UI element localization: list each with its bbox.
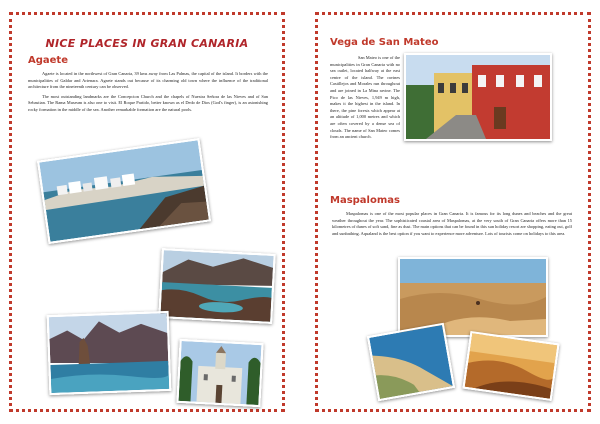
agaete-paragraph-1: Agaete is located in the northwest of Gran Canaria, 39 kms away from Las Palmas, the capital of the island. It borders with the municipalities of Galdar and Artenara. Agaete stands out because of its charming old town where the influence of the traditional architecture from the nineteenth century can be observed.: [28, 71, 268, 90]
san-mateo-paragraph: San Mateo is one of the municipalities in Gran Canaria with no sea outlet, located halfway at the east centre of the island. The ravines Castillejos and Morales run throughout and are joined in La Mina ravine. The Pico de las Nieves, 1,949 m high, makes it the highest in the island. In there, the pine forests which appear at an altitude of 1,000 metres and which are often covered by a dense sea of clouds. The name of San Mateo comes from an ancient church.: [330, 55, 400, 140]
san-mateo-text: [330, 55, 400, 144]
agaete-coast-photo: [37, 138, 211, 244]
agaete-text: [28, 71, 268, 117]
section-heading-agaete: Agaete: [28, 55, 68, 66]
sunset-dunes-photo: [462, 331, 559, 401]
san-mateo-street-photo: [404, 53, 552, 141]
left-page: [9, 12, 285, 412]
section-heading-maspalomas: Maspalomas: [330, 195, 400, 206]
church-photo: [176, 339, 263, 407]
page-title: NICE PLACES IN GRAN CANARIA: [45, 37, 249, 50]
maspalomas-text: [332, 211, 572, 240]
section-heading-san-mateo: Vega de San Mateo: [330, 37, 439, 48]
agaete-paragraph-2: The most outstanding landmarks are the Concepcion Church and the chapels of Nuestra Señora de las Nieves and of San Sebastian. The Rama Museum is also one to visit. El Roque Partido, better known as el Dedo de Dios (God's finger), is an astonishing rocky formation in the middle of the sea. Another remarkable formation are the natural pools.: [28, 93, 268, 112]
maspalomas-dunes-photo: [398, 257, 548, 337]
natural-pools-photo: [158, 248, 276, 324]
aerial-beach-photo: [367, 323, 455, 402]
dedo-de-dios-photo: [47, 311, 172, 395]
right-page: [315, 12, 591, 412]
maspalomas-paragraph: Maspalomas is one of the most popular places in Gran Canaria. It is famous for its long dunes and beaches and the great weather throughout the year. The sophisticated coastal area of Maspalomas, at the very south of Gran Canaria offers more than 15 kilometres of dunes of soft sand, fine as dust. The main options that can be found in this sun holiday resort are shopping, eating out, golf and sunbathing. Aqualand is the best option if you want to experience more adventure. Lots of tourists come on holidays to this area.: [332, 211, 572, 236]
